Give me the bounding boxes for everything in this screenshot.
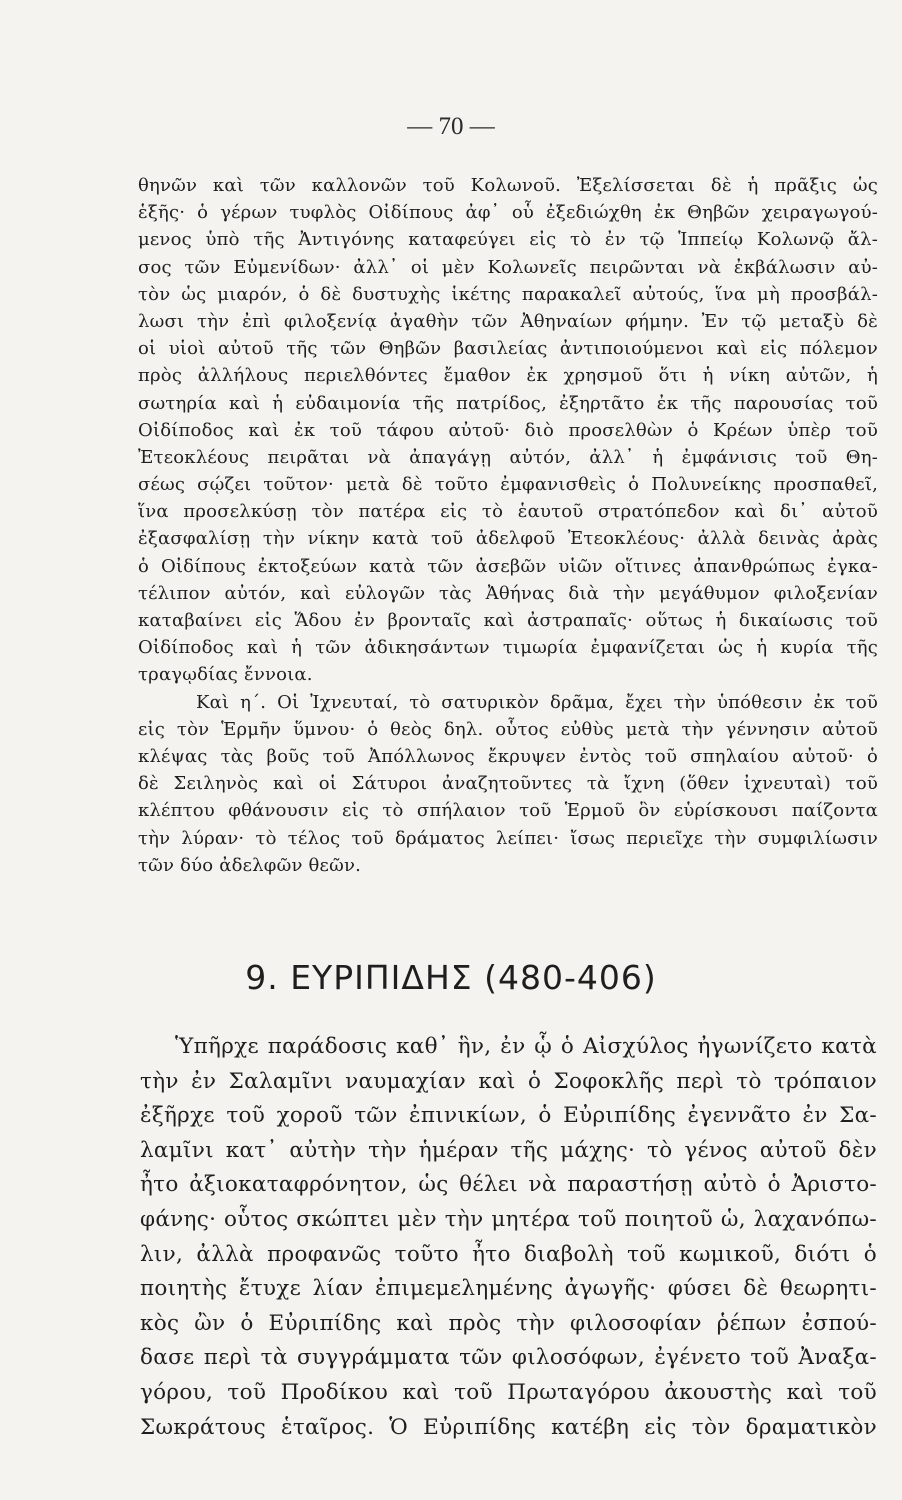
text-line: τὴν ἐν Σαλαμῖνι ναυμαχίαν καὶ ὁ Σοφοκλῆς περὶ τὸ τρόπαιον: [140, 1068, 877, 1094]
text-line: σέως σῴζει τοῦτον· μετὰ δὲ τοῦτο ἐμφανισθεὶς ὁ Πολυνείκης προσπαθεῖ,: [138, 474, 878, 496]
text-line: τὴν λύραν· τὸ τέλος τοῦ δράματος λείπει· ἴσως περιεῖχε τὴν συμφιλίωσιν: [138, 827, 878, 849]
text-line: κὸς ὢν ὁ Εὐριπίδης καὶ πρὸς τὴν φιλοσοφίαν ῥέπων ἐσπού-: [140, 1310, 877, 1336]
section-sophocles-text: [138, 172, 878, 879]
text-line: Οἰδίποδος καὶ ἐκ τοῦ τάφου αὐτοῦ· διὸ προσελθὼν ὁ Κρέων ὑπὲρ τοῦ: [138, 419, 878, 441]
text-line: γόρου, τοῦ Προδίκου καὶ τοῦ Πρωταγόρου ἀκουστὴς καὶ τοῦ: [140, 1379, 877, 1405]
text-line: θηνῶν καὶ τῶν καλλονῶν τοῦ Κολωνοῦ. Ἐξελίσσεται δὲ ἡ πρᾶξις ὡς: [138, 175, 878, 196]
text-line: σωτηρία καὶ ἡ εὐδαιμονία τῆς πατρίδος, ἐξηρτᾶτο ἐκ τῆς παρουσίας τοῦ: [138, 392, 878, 414]
text-line: δασε περὶ τὰ συγγράμματα τῶν φιλοσόφων, ἐγένετο τοῦ Ἀναξα-: [140, 1345, 877, 1371]
text-line: Ἐτεοκλέους πειρᾶται νὰ ἀπαγάγῃ αὐτόν, ἀλλ᾽ ἡ ἐμφάνισις τοῦ Θη-: [138, 446, 878, 468]
text-line: λαμῖνι κατ᾽ αὐτὴν τὴν ἡμέραν τῆς μάχης· τὸ γένος αὐτοῦ δὲν: [140, 1137, 877, 1163]
text-line: κλέψας τὰς βοῦς τοῦ Ἀπόλλωνος ἔκρυψεν ἐντὸς τοῦ σπηλαίου αὐτοῦ· ὁ: [138, 745, 878, 767]
text-line: Ὑπῆρχε παράδοσις καθ᾽ ἣν, ἐν ᾧ ὁ Αἰσχύλος ἠγωνίζετο κατὰ: [175, 1034, 877, 1059]
page-number: — 70 —: [407, 113, 495, 140]
text-line: φάνης· οὗτος σκώπτει μὲν τὴν μητέρα τοῦ ποιητοῦ ὡ, λαχανόπω-: [140, 1206, 877, 1232]
text-line: οἱ υἱοὶ αὐτοῦ τῆς τῶν Θηβῶν βασιλείας ἀντιποιούμενοι καὶ εἰς πόλεμον: [138, 338, 878, 360]
text-line: τέλιπον αὐτόν, καὶ εὐλογῶν τὰς Ἀθήνας διὰ τὴν μεγάθυμον φιλοξενίαν: [138, 582, 878, 604]
text-line: καταβαίνει εἰς Ἅδου ἐν βρονταῖς καὶ ἀστραπαῖς· οὕτως ἡ δικαίωσις τοῦ: [138, 610, 878, 631]
text-line: Καὶ η´. Οἱ Ἰχνευταί, τὸ σατυρικὸν δρᾶμα, ἔχει τὴν ὑπόθεσιν ἐκ τοῦ: [196, 691, 878, 713]
text-line: Σωκράτους ἑταῖρος. Ὁ Εὐριπίδης κατέβη εἰς τὸν δραματικὸν: [140, 1414, 877, 1440]
text-line: τὸν ὡς μιαρόν, ὁ δὲ δυστυχὴς ἱκέτης παρακαλεῖ αὐτούς, ἵνα μὴ προσβάλ-: [138, 283, 878, 305]
text-line: ἵνα προσελκύσῃ τὸν πατέρα εἰς τὸ ἑαυτοῦ στρατόπεδον καὶ δι᾽ αὐτοῦ: [138, 501, 878, 523]
text-line: πρὸς ἀλλήλους περιελθόντες ἔμαθον ἐκ χρησμοῦ ὅτι ἡ νίκη αὐτῶν, ἡ: [138, 365, 878, 387]
text-line: κλέπτου φθάνουσιν εἰς τὸ σπήλαιον τοῦ Ἑρμοῦ ὃν εὑρίσκουσι παίζοντα: [138, 800, 878, 822]
text-line: τῶν δύο ἀδελφῶν θεῶν.: [138, 854, 362, 876]
text-line: ἦτο ἀξιοκαταφρόνητον, ὡς θέλει νὰ παραστήσῃ αὐτὸ ὁ Ἀριστο-: [140, 1172, 877, 1198]
text-line: δὲ Σειληνὸς καὶ οἱ Σάτυροι ἀναζητοῦντες τὰ ἴχνη (ὅθεν ἰχνευταὶ) τοῦ: [138, 773, 878, 795]
text-line: ποιητὴς ἔτυχε λίαν ἐπιμεμελημένης ἀγωγῆς· φύσει δὲ θεωρητι-: [140, 1276, 877, 1302]
text-line: ἑξῆς· ὁ γέρων τυφλὸς Οἰδίπους ἀφ᾽ οὗ ἐξεδιώχθη ἐκ Θηβῶν χειραγωγού-: [138, 202, 878, 224]
text-line: τραγῳδίας ἔννοια.: [138, 664, 313, 686]
text-line: ἐξῆρχε τοῦ χοροῦ τῶν ἐπινικίων, ὁ Εὐριπίδης ἐγεννᾶτο ἐν Σα-: [140, 1103, 877, 1129]
text-line: λωσι τὴν ἐπὶ φιλοξενίᾳ ἀγαθὴν τῶν Ἀθηναίων φήμην. Ἐν τῷ μεταξὺ δὲ: [138, 310, 878, 332]
text-line: μενος ὑπὸ τῆς Ἀντιγόνης καταφεύγει εἰς τὸ ἐν τῷ Ἱππείῳ Κολωνῷ ἄλ-: [138, 229, 878, 251]
section-euripides-text: [140, 1030, 877, 1445]
text-line: ὁ Οἰδίπους ἐκτοξεύων κατὰ τῶν ἀσεβῶν υἱῶν οἵτινες ἀπανθρώπως ἐγκα-: [138, 555, 878, 577]
text-line: λιν, ἀλλὰ προφανῶς τοῦτο ἦτο διαβολὴ τοῦ κωμικοῦ, διότι ὁ: [140, 1241, 877, 1267]
text-line: ἐξασφαλίσῃ τὴν νίκην κατὰ τοῦ ἀδελφοῦ Ἐτεοκλέους· ἀλλὰ δεινὰς ἀρὰς: [138, 528, 878, 550]
text-line: σος τῶν Εὐμενίδων· ἀλλ᾽ οἱ μὲν Κολωνεῖς πειρῶνται νὰ ἐκβάλωσιν αὐ-: [138, 256, 878, 278]
chapter-heading: 9. ΕΥΡΙΠΙΔΗΣ (480-406): [245, 958, 657, 997]
text-line: Οἰδίποδος καὶ ἡ τῶν ἀδικησάντων τιμωρία ἐμφανίζεται ὡς ἡ κυρία τῆς: [138, 637, 878, 659]
text-line: εἰς τὸν Ἑρμῆν ὕμνου· ὁ θεὸς δηλ. οὗτος εὐθὺς μετὰ τὴν γέννησιν αὐτοῦ: [138, 718, 878, 740]
